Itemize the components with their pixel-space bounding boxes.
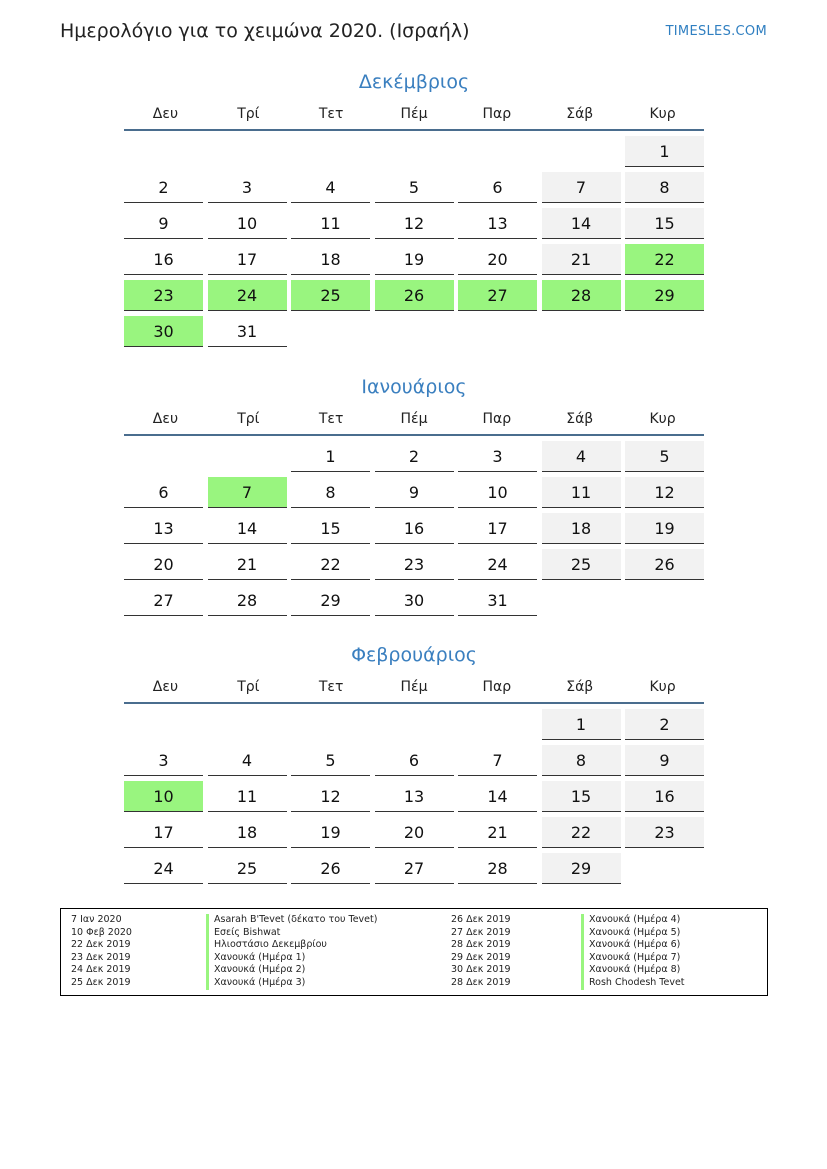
day-cell[interactable]: 19 (375, 244, 454, 275)
day-cell[interactable]: 20 (375, 817, 454, 848)
day-cell[interactable]: 12 (375, 208, 454, 239)
day-cell[interactable]: 17 (124, 817, 203, 848)
weekday-label: Κυρ (649, 679, 676, 695)
day-cell[interactable]: 7 (458, 745, 537, 776)
weekday-label: Παρ (482, 411, 512, 427)
day-cell[interactable]: 27 (124, 585, 203, 616)
day-cell[interactable]: 22 (625, 244, 704, 275)
day-grid (124, 136, 704, 347)
day-cell[interactable]: 5 (375, 172, 454, 203)
day-cell[interactable]: 23 (625, 817, 704, 848)
empty-cell (542, 136, 621, 167)
empty-cell (291, 136, 370, 167)
day-cell[interactable]: 26 (625, 549, 704, 580)
day-grid (124, 709, 704, 884)
legend-grid (71, 914, 757, 990)
day-grid (124, 441, 704, 616)
day-cell[interactable]: 13 (124, 513, 203, 544)
day-cell[interactable]: 6 (375, 745, 454, 776)
weekday-label: Σάβ (566, 411, 594, 427)
day-cell[interactable]: 19 (291, 817, 370, 848)
legend-holiday-name: Asarah B'Tevet (δέκατο του Tevet) (206, 914, 451, 927)
empty-cell (375, 136, 454, 167)
day-cell[interactable]: 15 (542, 781, 621, 812)
day-cell[interactable]: 17 (458, 513, 537, 544)
day-cell[interactable]: 20 (124, 549, 203, 580)
day-cell[interactable]: 25 (208, 853, 287, 884)
day-cell[interactable]: 29 (542, 853, 621, 884)
legend-date: 26 Δεκ 2019 (451, 914, 511, 925)
legend-date: 23 Δεκ 2019 (71, 951, 131, 963)
empty-cell (458, 709, 537, 740)
day-cell[interactable]: 14 (208, 513, 287, 544)
day-cell[interactable]: 29 (291, 585, 370, 616)
day-cell[interactable]: 20 (458, 244, 537, 275)
weekday-label: Σάβ (566, 106, 594, 122)
day-cell[interactable]: 31 (458, 585, 537, 616)
day-cell[interactable]: 3 (208, 172, 287, 203)
day-cell[interactable]: 11 (542, 477, 621, 508)
legend-holiday-name: Χανουκά (Ημέρα 8) (581, 964, 761, 977)
legend-date: 29 Δεκ 2019 (451, 951, 511, 963)
day-cell[interactable]: 29 (625, 280, 704, 311)
weekday-label: Κυρ (649, 411, 676, 427)
day-cell[interactable]: 23 (124, 280, 203, 311)
legend-date: 22 Δεκ 2019 (71, 939, 131, 951)
day-cell[interactable]: 30 (124, 316, 203, 347)
day-cell[interactable]: 30 (375, 585, 454, 616)
legend-holiday-name: Χανουκά (Ημέρα 3) (206, 977, 451, 990)
weekday-label: Τετ (318, 411, 344, 427)
day-cell[interactable]: 1 (542, 709, 621, 740)
weekday-label: Τρί (237, 106, 260, 122)
day-cell[interactable]: 24 (458, 549, 537, 580)
day-cell[interactable]: 26 (291, 853, 370, 884)
day-cell[interactable]: 5 (625, 441, 704, 472)
day-cell[interactable]: 28 (458, 853, 537, 884)
day-cell[interactable]: 18 (208, 817, 287, 848)
day-cell[interactable]: 11 (291, 208, 370, 239)
empty-cell (124, 136, 203, 167)
legend-date: 24 Δεκ 2019 (71, 964, 131, 976)
legend-date: 10 Φεβ 2020 (71, 926, 132, 938)
day-cell[interactable]: 23 (375, 549, 454, 580)
day-cell[interactable]: 14 (542, 208, 621, 239)
empty-cell (208, 441, 287, 472)
weekday-label: Πέμ (400, 411, 428, 427)
page-title: Ημερολόγιο για το χειμώνα 2020. (Ισραήλ) (60, 20, 470, 42)
day-cell[interactable]: 22 (542, 817, 621, 848)
day-cell[interactable]: 1 (291, 441, 370, 472)
legend-date: 25 Δεκ 2019 (71, 976, 131, 988)
day-cell[interactable]: 21 (208, 549, 287, 580)
day-cell[interactable]: 5 (291, 745, 370, 776)
day-cell[interactable]: 12 (291, 781, 370, 812)
day-cell[interactable]: 27 (375, 853, 454, 884)
day-cell[interactable]: 25 (542, 549, 621, 580)
holiday-legend (60, 908, 768, 996)
weekday-label: Σάβ (566, 679, 594, 695)
weekday-label: Τετ (318, 679, 344, 695)
day-cell[interactable]: 4 (208, 745, 287, 776)
legend-date: 28 Δεκ 2019 (451, 976, 511, 988)
day-cell[interactable]: 2 (124, 172, 203, 203)
day-cell[interactable]: 6 (124, 477, 203, 508)
day-cell[interactable]: 24 (124, 853, 203, 884)
day-cell[interactable]: 10 (124, 781, 203, 812)
legend-holiday-name: Χανουκά (Ημέρα 2) (206, 964, 451, 977)
day-cell[interactable]: 4 (542, 441, 621, 472)
day-cell[interactable]: 9 (375, 477, 454, 508)
legend-holiday-name: Ηλιοστάσιο Δεκεμβρίου (206, 939, 451, 952)
day-cell[interactable]: 9 (124, 208, 203, 239)
day-cell[interactable]: 18 (542, 513, 621, 544)
day-cell[interactable]: 27 (458, 280, 537, 311)
weekday-header (124, 97, 704, 131)
month-february (124, 640, 704, 884)
day-cell[interactable]: 25 (291, 280, 370, 311)
weekday-label: Πέμ (400, 106, 428, 122)
day-cell[interactable]: 10 (458, 477, 537, 508)
day-cell[interactable]: 3 (124, 745, 203, 776)
legend-holiday-name: Χανουκά (Ημέρα 7) (581, 952, 761, 965)
day-cell[interactable]: 28 (542, 280, 621, 311)
day-cell[interactable]: 15 (625, 208, 704, 239)
weekday-header (124, 402, 704, 436)
day-cell[interactable]: 21 (458, 817, 537, 848)
empty-cell (375, 709, 454, 740)
weekday-label: Τρί (237, 679, 260, 695)
weekday-label: Δευ (152, 106, 179, 122)
day-cell[interactable]: 8 (625, 172, 704, 203)
day-cell[interactable]: 13 (375, 781, 454, 812)
month-december (124, 67, 704, 347)
day-cell[interactable]: 12 (625, 477, 704, 508)
day-cell[interactable]: 16 (124, 244, 203, 275)
weekday-label: Πέμ (400, 679, 428, 695)
month-title: Φεβρουάριος (351, 644, 477, 666)
brand-link[interactable]: TIMESLES.COM (665, 24, 767, 39)
empty-cell (291, 709, 370, 740)
weekday-label: Δευ (152, 679, 179, 695)
legend-holiday-name: Χανουκά (Ημέρα 1) (206, 952, 451, 965)
day-cell[interactable]: 2 (375, 441, 454, 472)
day-cell[interactable]: 31 (208, 316, 287, 347)
day-cell[interactable]: 26 (375, 280, 454, 311)
day-cell[interactable]: 15 (291, 513, 370, 544)
day-cell[interactable]: 8 (542, 745, 621, 776)
weekday-label: Παρ (482, 679, 512, 695)
weekday-header (124, 670, 704, 704)
legend-date: 30 Δεκ 2019 (451, 964, 511, 976)
day-cell[interactable]: 4 (291, 172, 370, 203)
day-cell[interactable]: 6 (458, 172, 537, 203)
month-january (124, 372, 704, 616)
legend-holiday-name: Χανουκά (Ημέρα 6) (581, 939, 761, 952)
day-cell[interactable]: 24 (208, 280, 287, 311)
day-cell[interactable]: 7 (542, 172, 621, 203)
day-cell[interactable]: 22 (291, 549, 370, 580)
weekday-label: Παρ (482, 106, 512, 122)
legend-date: 7 Ιαν 2020 (71, 914, 122, 925)
weekday-label: Τετ (318, 106, 344, 122)
day-cell[interactable]: 16 (375, 513, 454, 544)
weekday-label: Δευ (152, 411, 179, 427)
empty-cell (124, 709, 203, 740)
legend-holiday-name: Εσείς Bishwat (206, 927, 451, 940)
legend-holiday-name: Χανουκά (Ημέρα 4) (581, 914, 761, 927)
legend-holiday-name: Rosh Chodesh Tevet (581, 977, 761, 990)
day-cell[interactable]: 28 (208, 585, 287, 616)
empty-cell (208, 136, 287, 167)
month-title: Δεκέμβριος (358, 71, 470, 93)
day-cell[interactable]: 7 (208, 477, 287, 508)
day-cell[interactable]: 13 (458, 208, 537, 239)
legend-date: 27 Δεκ 2019 (451, 926, 511, 938)
day-cell[interactable]: 3 (458, 441, 537, 472)
day-cell[interactable]: 10 (208, 208, 287, 239)
legend-date: 28 Δεκ 2019 (451, 939, 511, 951)
day-cell[interactable]: 18 (291, 244, 370, 275)
empty-cell (208, 709, 287, 740)
weekday-label: Τρί (237, 411, 260, 427)
legend-holiday-name: Χανουκά (Ημέρα 5) (581, 927, 761, 940)
month-title: Ιανουάριος (361, 376, 467, 398)
weekday-label: Κυρ (649, 106, 676, 122)
day-cell[interactable]: 2 (625, 709, 704, 740)
empty-cell (458, 136, 537, 167)
day-cell[interactable]: 11 (208, 781, 287, 812)
day-cell[interactable]: 19 (625, 513, 704, 544)
day-cell[interactable]: 1 (625, 136, 704, 167)
day-cell[interactable]: 9 (625, 745, 704, 776)
day-cell[interactable]: 16 (625, 781, 704, 812)
day-cell[interactable]: 17 (208, 244, 287, 275)
empty-cell (124, 441, 203, 472)
day-cell[interactable]: 21 (542, 244, 621, 275)
day-cell[interactable]: 14 (458, 781, 537, 812)
day-cell[interactable]: 8 (291, 477, 370, 508)
